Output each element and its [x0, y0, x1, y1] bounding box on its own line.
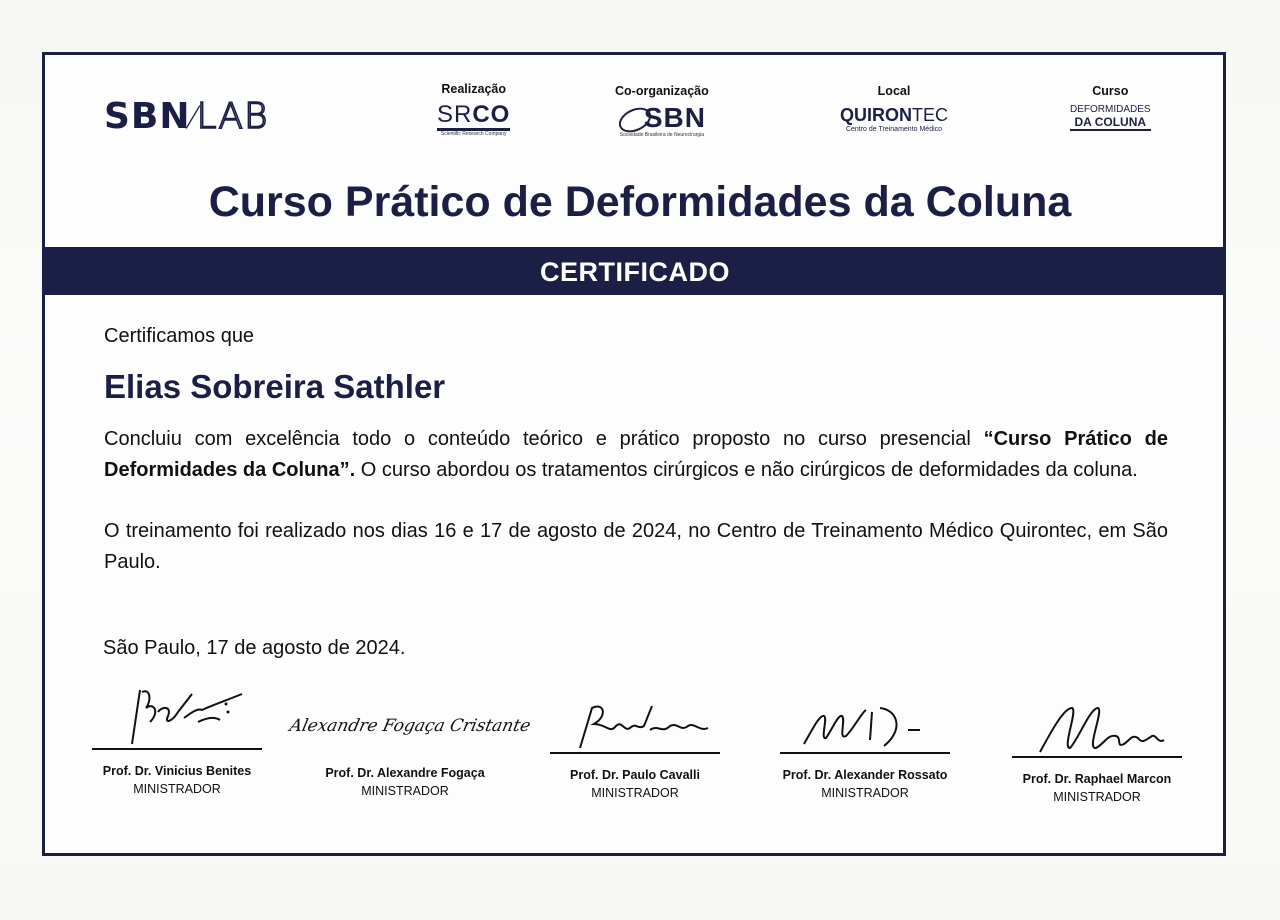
- quirontec-logo: [840, 84, 948, 133]
- srco-sub: Scientific Research Company: [440, 131, 507, 137]
- certificate-band: CERTIFICADO: [45, 247, 1225, 295]
- signature-line: [1012, 756, 1182, 758]
- completion-text-start: Concluiu com excelência todo o conteúdo teórico e prático proposto no curso presencial: [104, 428, 984, 450]
- signature-fogaca: Alexandre Fogaça Cristante: [287, 716, 533, 736]
- quirontec-sub: Centro de Treinamento Médico: [845, 126, 943, 133]
- srco-mark-sr: SR: [437, 101, 473, 128]
- coorganizacao-caption: Co-organização: [615, 84, 709, 98]
- signer-role: MINISTRADOR: [821, 786, 909, 800]
- signature-line: [92, 748, 262, 750]
- srco-logo: [437, 82, 510, 137]
- curso-caption: Curso: [1092, 84, 1129, 98]
- recipient-name: Elias Sobreira Sathler: [104, 368, 446, 405]
- quirontec-mark-a: QUIRON: [840, 105, 912, 125]
- signer-role: MINISTRADOR: [1053, 790, 1141, 804]
- signature-line: [550, 752, 720, 754]
- intro-text: Certificamos que: [104, 325, 255, 347]
- signer-role: MINISTRADOR: [361, 784, 449, 798]
- quirontec-mark: [840, 104, 948, 126]
- signature-line: [780, 752, 950, 754]
- completion-paragraph: [104, 424, 1168, 486]
- signature-rossato: [780, 700, 950, 752]
- deformidades-mark-top: DEFORMIDADES: [1070, 104, 1151, 115]
- sbnlab-logo-lab: LAB: [196, 96, 269, 137]
- quirontec-mark-b: TEC: [912, 105, 948, 125]
- sbnlab-logo: [104, 96, 269, 137]
- course-name-inline: “Curso Prático de Deformidades da Coluna”.: [104, 428, 1168, 481]
- signer-role: MINISTRADOR: [591, 786, 679, 800]
- training-paragraph: O treinamento foi realizado nos dias 16 e 17 de agosto de 2024, no Centro de Treinamento Médico Quirontec, em São Paulo.: [104, 520, 1168, 573]
- signature-marcon: [1012, 700, 1182, 756]
- signature-block-fogaca: [287, 704, 533, 798]
- signer-name: Prof. Dr. Vinicius Benites: [102, 764, 252, 778]
- signer-name: Prof. Dr. Alexandre Fogaça: [325, 766, 485, 780]
- sbnlab-logo-slash: ⁄: [190, 101, 197, 136]
- srco-mark: [437, 102, 510, 131]
- completion-text-end: O curso abordou os tratamentos cirúrgicos e não cirúrgicos de deformidades da coluna.: [355, 459, 1138, 481]
- signature-block-benites: [92, 682, 262, 796]
- local-caption: Local: [877, 84, 911, 98]
- deformidades-logo: [1070, 84, 1151, 131]
- signature-block-marcon: [1012, 700, 1182, 804]
- sbnlab-logo-sbn: SBN: [104, 96, 191, 137]
- signature-cavalli: [550, 696, 720, 752]
- signature-block-cavalli: [550, 696, 720, 800]
- date-line: São Paulo, 17 de agosto de 2024.: [103, 637, 406, 659]
- signer-name: Prof. Dr. Paulo Cavalli: [570, 768, 700, 782]
- sbn-mark: [615, 104, 709, 132]
- signer-name: Prof. Dr. Alexander Rossato: [782, 768, 948, 782]
- signer-role: MINISTRADOR: [133, 782, 221, 796]
- realizacao-caption: Realização: [441, 82, 506, 96]
- deformidades-mark-bottom: DA COLUNA: [1070, 116, 1151, 131]
- signer-name: Prof. Dr. Raphael Marcon: [1022, 772, 1172, 786]
- sbn-mark-text: SBN: [643, 102, 706, 133]
- sbn-logo: [615, 84, 709, 138]
- srco-mark-co: CO: [472, 101, 511, 128]
- signature-block-rossato: [780, 700, 950, 800]
- course-title: Curso Prático de Deformidades da Coluna: [208, 178, 1072, 226]
- signature-benites: [102, 682, 252, 748]
- sbn-sub: Sociedade Brasileira de Neurocirurgia: [619, 132, 704, 138]
